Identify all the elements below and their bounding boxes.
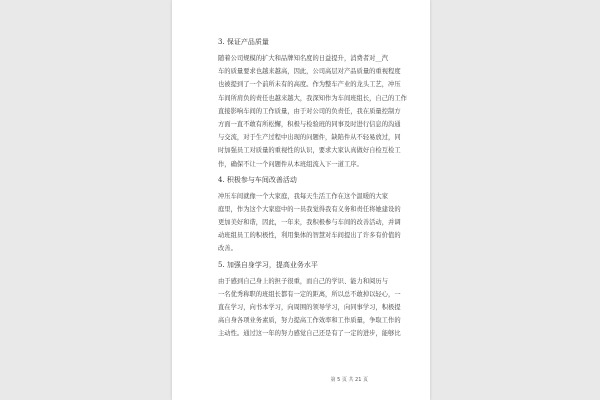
paragraph-line: 车的质量要求也越来越高，因此，公司高层对产品质量的重视程度 [218, 68, 401, 76]
paragraph-line: 庭里，作为这个大家庭中的一员我觉得我有义务和责任将她建设的 [218, 205, 401, 213]
paragraph-line: 直接影响车间的工作质量，由于对公司的负责任，我在质量控制方 [218, 107, 401, 115]
paragraph-line: 冲压车间就像一个大家庭，我每天生活工作在这个温暖的大家 [218, 192, 389, 200]
section-paragraph [218, 275, 476, 341]
paragraph-line: 作，确保不让一个问题件从本班组流入下一道工序。 [218, 160, 363, 168]
page-content [218, 37, 476, 341]
section-paragraph [218, 190, 476, 256]
paragraph-line: 方面一直不敢有所松懈，积极与检验班的同事及时进行信息的沟通 [218, 120, 401, 128]
paragraph-line: 更加美好和谐，因此，一年来，我积极参与车间的改善活动，并调 [218, 219, 401, 227]
paragraph-line: 随着公司规模的扩大和品牌知名度的日益提升，消费者对__汽 [218, 55, 389, 62]
paragraph-line: 主动性。通过这一年的努力感觉自己还是有了一定的进步，能够比 [218, 330, 401, 338]
document-page [172, 0, 430, 400]
section-improvement [218, 175, 476, 256]
section-heading: 5. 加强自身学习，提高业务水平 [218, 260, 318, 269]
section-quality [218, 37, 476, 171]
paragraph-line: 也被提到了一个前所未有的高度。作为整车产业的龙头工艺，冲压 [218, 81, 401, 89]
paragraph-line: 由于感到自己身上的担子很重，而自己的学识、能力和阅历与 [218, 277, 389, 285]
section-heading: 4. 积极参与车间改善活动 [218, 175, 297, 184]
section-paragraph [218, 52, 476, 171]
paragraph-line: 一名优秀称职的班组长都有一定的距离，所以总不敢掉以轻心，一 [218, 290, 401, 298]
paragraph-line: 车间所肩负的责任也越来越大，我深知作为车间班组长，自己的工作 [218, 94, 407, 102]
paragraph-line: 动班组员工的积极性，利用集体的智慧对车间提出了许多有价值的 [218, 232, 401, 240]
paragraph-line: 与交流，对于生产过程中出现的问题件，缺陷件从不轻易放过，同 [218, 134, 401, 142]
paragraph-line: 改善。 [218, 245, 237, 253]
section-heading: 3. 保证产品质量 [218, 38, 269, 46]
paragraph-line: 直在学习，向书本学习，向周围的领导学习，向同事学习，积极提 [218, 304, 401, 311]
page-number-footer: 第 5 页 共 21 页 [330, 377, 368, 383]
paragraph-line: 时加强员工对质量的重视性的认识，要求大家认真做好自检互检工 [218, 147, 401, 155]
section-learning [218, 260, 476, 341]
paragraph-line: 高自身各项业务素质，努力提高工作效率和工作质量，争取工作的 [218, 317, 401, 325]
